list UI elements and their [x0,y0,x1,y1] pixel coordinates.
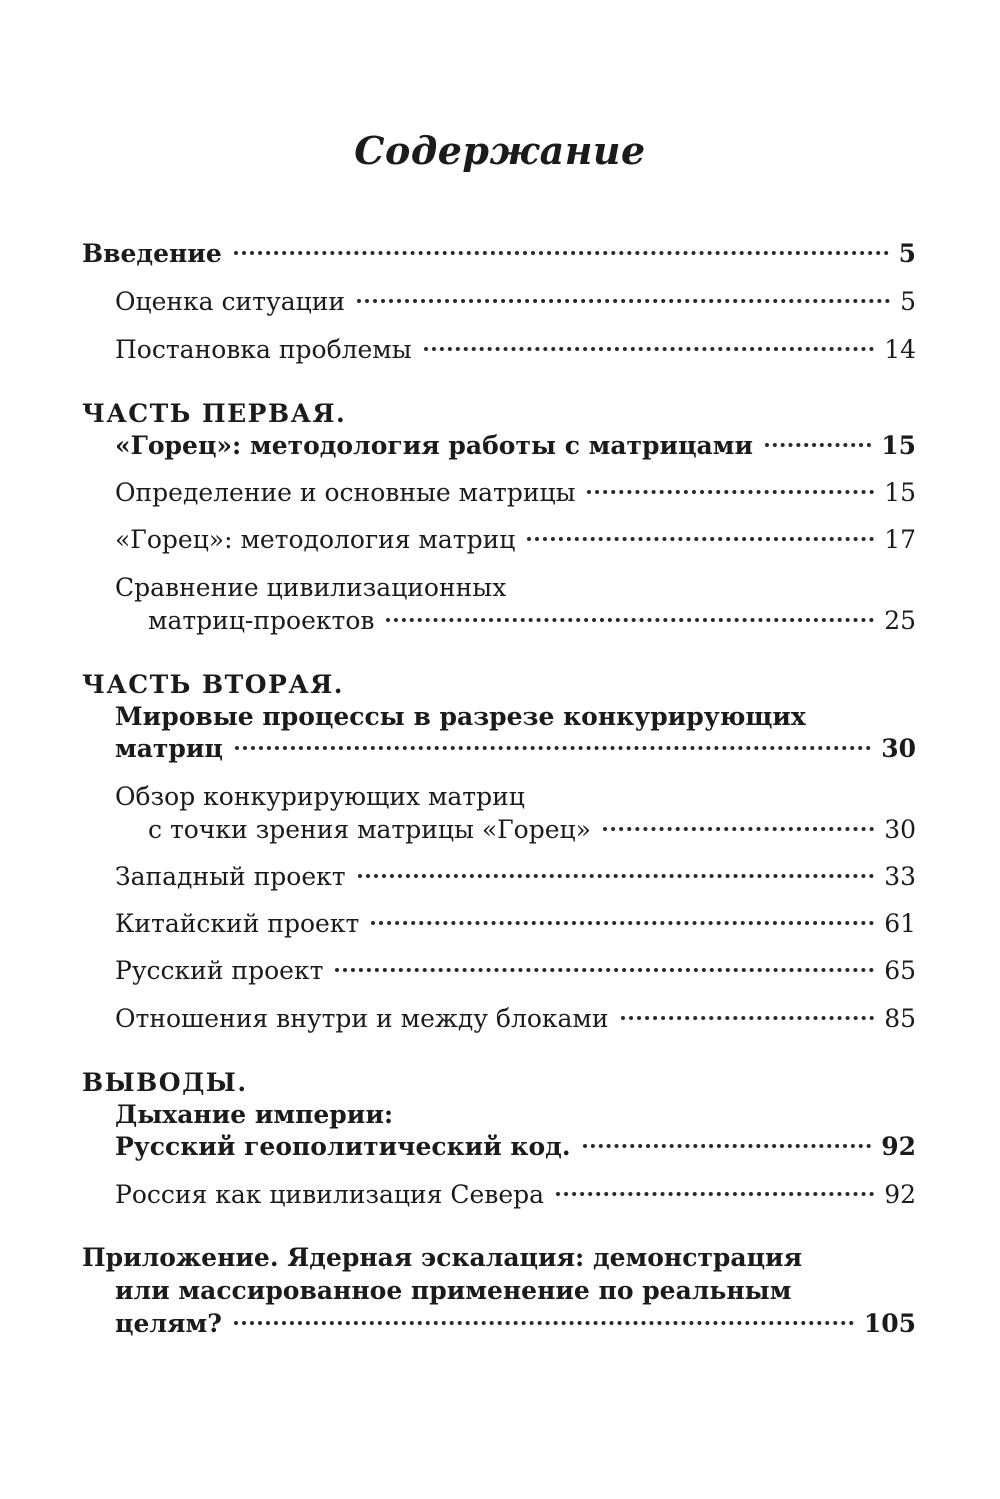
toc-entry[interactable] [115,284,916,320]
dot-leader [234,251,889,255]
toc-entry-label: с точки зрения матрицы «Горец» [148,815,591,844]
part-heading-label: ВЫВОДЫ. [82,1068,248,1097]
toc-entry-part2-line1[interactable] [115,699,916,735]
toc-entry-label: матриц [115,734,223,763]
dot-leader [527,537,874,541]
toc-entry-label: Приложение. Ядерная эскалация: демонстрация [82,1243,803,1272]
toc-entry-label: Оценка ситуации [115,287,346,316]
toc-entry-label: «Горец»: методология работы с матрицами [115,431,754,460]
toc-page-number: 92 [881,1132,916,1161]
dot-leader [587,490,874,494]
toc-entry-intro[interactable] [82,236,916,272]
dot-leader [621,1016,875,1020]
dot-leader [371,921,874,925]
part-heading [82,396,916,432]
toc-entry-label: «Горец»: методология матриц [115,525,516,554]
toc-entry-label: Россия как цивилизация Севера [115,1180,545,1209]
toc-entry-label: Обзор конкурирующих матриц [115,782,525,811]
dot-leader [234,1321,854,1325]
dot-leader [424,347,875,351]
dot-leader [765,443,871,447]
toc-entry-label: Постановка проблемы [115,335,412,364]
part-heading-label: ЧАСТЬ ВТОРАЯ. [82,670,344,699]
toc-page-number: 61 [884,909,916,938]
toc-entry[interactable] [115,332,916,368]
toc-entry-label: Мировые процессы в разрезе конкурирующих [115,702,806,731]
toc-page-number: 30 [884,815,916,844]
dot-leader [235,746,871,750]
toc-entry-label: Введение [82,239,222,268]
toc-entry-line2[interactable] [148,812,916,848]
toc-entry-conclusions-line2[interactable] [115,1129,916,1165]
page-title: Содержание [354,128,646,173]
toc-page-number: 25 [884,606,916,635]
toc-page-number: 15 [881,431,916,460]
toc-entry-label: Сравнение цивилизационных [115,573,507,602]
toc-page-number: 105 [863,1309,916,1338]
toc-page-number: 65 [884,956,916,985]
dot-leader [603,827,874,831]
toc-page-number: 5 [900,287,916,316]
toc-entry-line2[interactable] [148,603,916,639]
toc-entry-appendix-line2[interactable] [115,1273,916,1309]
toc-page-number: 85 [884,1004,916,1033]
toc-entry[interactable] [115,953,916,989]
toc-entry-label: Русский проект [115,956,324,985]
toc-page-number: 33 [884,862,916,891]
part-heading [82,667,916,703]
toc-entry-label: Отношения внутри и между блоками [115,1004,609,1033]
dot-leader [335,968,874,972]
dot-leader [358,874,875,878]
part-heading [82,1065,916,1101]
toc-entry-line1[interactable] [115,570,916,606]
toc-entry-label: или массированное применение по реальным [115,1276,792,1305]
toc-entry[interactable] [115,475,916,511]
toc-page-number: 30 [881,734,916,763]
toc-entry[interactable] [115,1001,916,1037]
toc-entry-label: целям? [115,1309,222,1338]
toc-entry-label: Определение и основные матрицы [115,478,576,507]
toc-entry-conclusions-line1[interactable] [115,1097,916,1133]
toc-entry-label: Западный проект [115,862,346,891]
toc-entry[interactable] [115,906,916,942]
toc-entry-part1[interactable] [115,428,916,464]
toc-entry-label: матриц-проектов [148,606,375,635]
toc-entry-appendix-line1[interactable] [82,1240,916,1276]
dot-leader [556,1192,874,1196]
toc-page-number: 14 [884,335,916,364]
toc-entry[interactable] [115,522,916,558]
dot-leader [583,1144,872,1148]
toc-entry-label: Дыхание империи: [115,1100,394,1129]
toc-entry[interactable] [115,859,916,895]
toc-page-number: 92 [884,1180,916,1209]
toc-page-number: 5 [898,239,916,268]
toc-entry[interactable] [115,1177,916,1213]
toc-page-number: 17 [884,525,916,554]
dot-leader [357,299,890,303]
toc-entry-appendix-line3[interactable] [115,1306,916,1342]
toc-entry-label: Китайский проект [115,909,360,938]
part-heading-label: ЧАСТЬ ПЕРВАЯ. [82,399,347,428]
toc-entry-label: Русский геополитический код. [115,1132,571,1161]
toc-entry-part2-line2[interactable] [115,731,916,767]
toc-entry-line1[interactable] [115,779,916,815]
toc-page-number: 15 [884,478,916,507]
dot-leader [386,618,874,622]
